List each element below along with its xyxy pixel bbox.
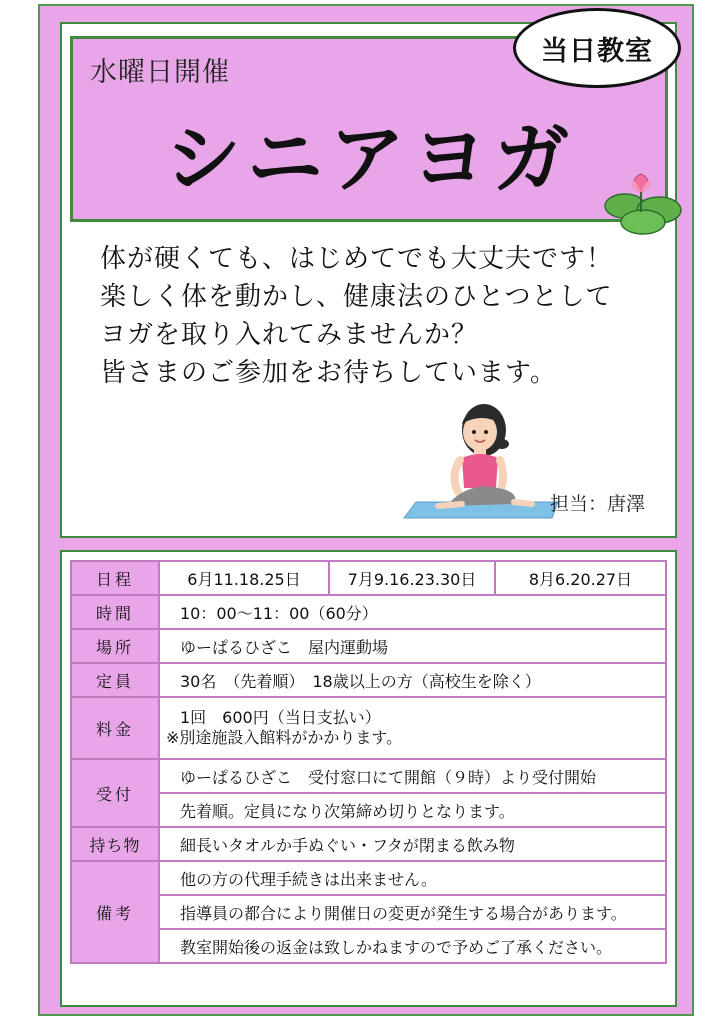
intro-line: 体が硬くても、はじめてでも大丈夫です！ <box>100 244 614 274</box>
reception-line: ゆーぱるひざこ 受付窓口にて開館（９時）より受付開始 <box>159 759 666 793</box>
fee-note: ※別途施設入館料がかかります。 <box>166 728 403 747</box>
table-row <box>71 697 666 759</box>
table-row <box>71 861 666 895</box>
table-row <box>71 663 666 697</box>
notes-label: 備考 <box>71 861 159 963</box>
bring-label: 持ち物 <box>71 827 159 861</box>
intro-line: 楽しく体を動かし、健康法のひとつとして <box>100 282 613 312</box>
intro-text <box>100 240 613 392</box>
same-day-badge: 当日教室 <box>513 8 681 88</box>
page-title: シニアヨガ <box>165 114 575 203</box>
intro-line: ヨガを取り入れてみませんか？ <box>100 320 479 350</box>
notes-line: 指導員の都合により開催日の変更が発生する場合があります。 <box>159 895 666 929</box>
lotus-flower-icon <box>603 170 683 236</box>
capacity-label: 定員 <box>71 663 159 697</box>
reception-line: 先着順。定員になり次第締め切りとなります。 <box>159 793 666 827</box>
instructor-name: 担当：唐澤 <box>550 493 646 515</box>
schedule-july: 7月9.16.23.30日 <box>329 561 495 595</box>
info-table <box>70 560 667 964</box>
table-row <box>71 929 666 963</box>
place-value: ゆーぱるひざこ 屋内運動場 <box>159 629 666 663</box>
fee-value <box>159 697 666 759</box>
table-row <box>71 595 666 629</box>
time-value: 10：00～11：00（60分） <box>159 595 666 629</box>
table-row <box>71 629 666 663</box>
bring-value: 細長いタオルか手ぬぐい・フタが閉まる飲み物 <box>159 827 666 861</box>
notes-line: 教室開始後の返金は致しかねますので予めご了承ください。 <box>159 929 666 963</box>
schedule-june: 6月11.18.25日 <box>159 561 329 595</box>
fee-line: 1回 600円（当日支払い） <box>180 708 381 727</box>
schedule-august: 8月6.20.27日 <box>495 561 666 595</box>
weekday-label: 水曜日開催 <box>90 57 230 88</box>
table-row <box>71 895 666 929</box>
capacity-value: 30名 （先着順） 18歳以上の方（高校生を除く） <box>159 663 666 697</box>
schedule-label: 日程 <box>71 561 159 595</box>
table-row <box>71 561 666 595</box>
place-label: 場所 <box>71 629 159 663</box>
yoga-woman-illustration <box>402 388 566 522</box>
table-row <box>71 759 666 793</box>
reception-label: 受付 <box>71 759 159 827</box>
table-row <box>71 793 666 827</box>
intro-line: 皆さまのご参加をお待ちしています。 <box>100 358 557 388</box>
table-row <box>71 827 666 861</box>
fee-label: 料金 <box>71 697 159 759</box>
time-label: 時間 <box>71 595 159 629</box>
notes-line: 他の方の代理手続きは出来ません。 <box>159 861 666 895</box>
